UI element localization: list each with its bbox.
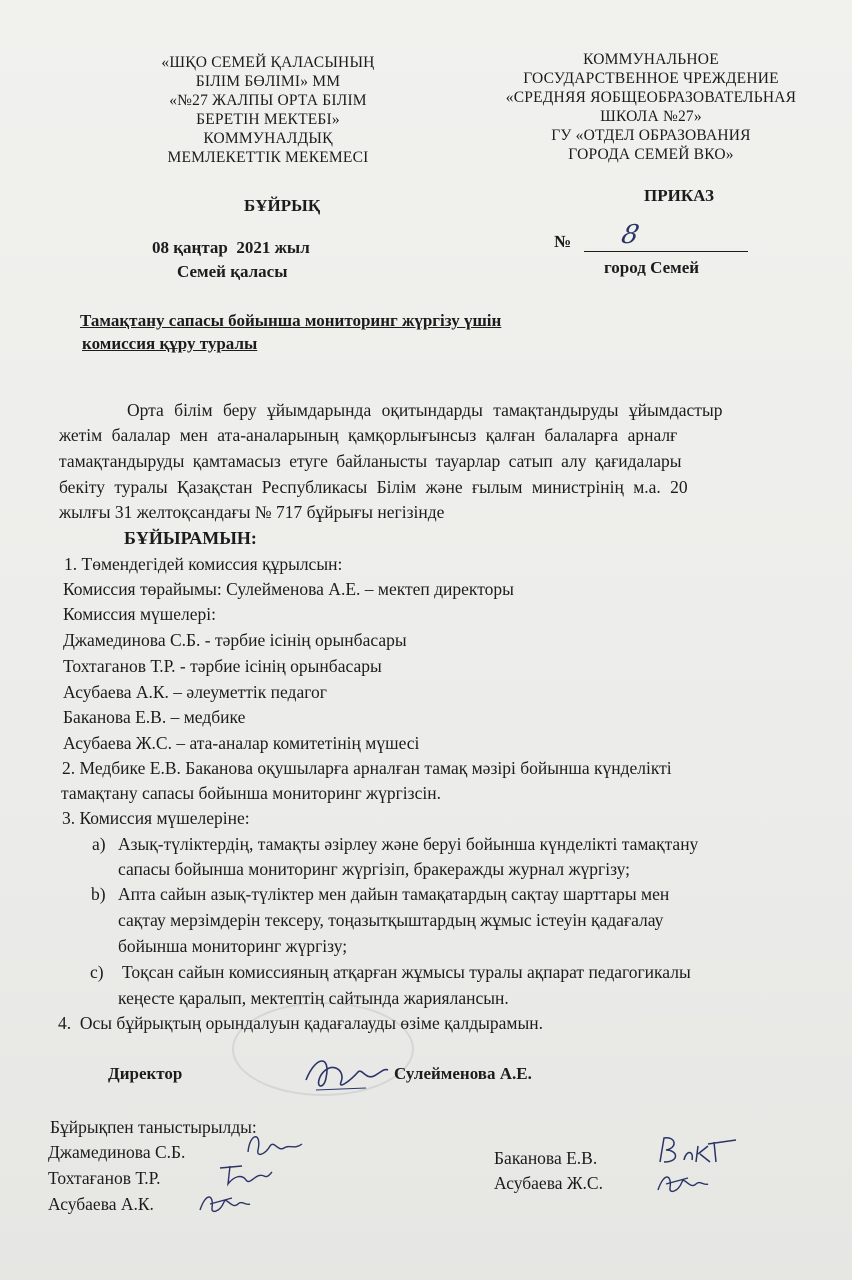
header-right-line: ГОСУДАРСТВЕННОЕ ЧРЕЖДЕНИЕ bbox=[523, 70, 779, 87]
header-right-line: «СРЕДНЯЯ ЯОБЩЕОБРАЗОВАТЕЛЬНАЯ bbox=[505, 89, 797, 106]
header-right-line: ГОРОДА СЕМЕЙ ВКО» bbox=[568, 146, 734, 163]
header-left-line: БЕРЕТІН МЕКТЕБІ» bbox=[196, 111, 340, 128]
signature-asubaeva-zhs bbox=[650, 1164, 710, 1200]
doc-type-ru: ПРИКАЗ bbox=[644, 186, 714, 205]
acquainted-left-name: Джамединова С.Б. bbox=[48, 1142, 186, 1162]
preamble-line: жылғы 31 желтоқсандағы № 717 бұйрығы негізінде bbox=[59, 502, 445, 522]
body-line: Комиссия төрайымы: Сулейменова А.Е. – мектеп директоры bbox=[63, 579, 514, 599]
acquainted-right-name: Баканова Е.В. bbox=[494, 1148, 598, 1168]
list-item-line: сақтау мерзімдерін тексеру, тоңазытқыштардың жұмыс істеуін қадағалау bbox=[118, 910, 664, 930]
city-ru: город Семей bbox=[604, 258, 700, 277]
header-left-line: КОММУНАЛДЫҚ bbox=[203, 130, 333, 147]
header-right-block bbox=[478, 50, 824, 164]
list-item-line: сапасы бойынша мониторинг жүргізіп, бракеражды журнал жүргізу; bbox=[118, 859, 631, 879]
acquainted-heading: Бұйрықпен таныстырылды: bbox=[50, 1117, 257, 1137]
acquainted-right-name: Асубаева Ж.С. bbox=[494, 1173, 603, 1193]
header-left-line: «ШҚО СЕМЕЙ ҚАЛАСЫНЫҢ bbox=[161, 54, 375, 71]
body-line: Асубаева Ж.С. – ата-аналар комитетінің мүшесі bbox=[63, 733, 420, 753]
preamble-line: Орта білім беру ұйымдарында оқитындарды тамақтандыруды ұйымдастыр bbox=[127, 400, 723, 420]
list-marker: b) bbox=[91, 884, 106, 904]
body-line: Тохтаганов Т.Р. - тәрбие ісінің орынбасары bbox=[63, 656, 382, 676]
city-kz: Семей қаласы bbox=[177, 262, 288, 281]
number-label: № bbox=[554, 232, 572, 251]
list-item-line: бойынша мониторинг жүргізу; bbox=[118, 936, 348, 956]
list-item-line: кеңесте қаралып, мектептің сайтында жариялансын. bbox=[118, 988, 509, 1008]
body-line: 2. Медбике Е.В. Баканова оқушыларға арналған тамақ мәзірі бойынша күнделікті bbox=[62, 758, 672, 778]
preamble-line: бекіту туралы Қазақстан Республикасы Білім және ғылым министрінің м.а. 20 bbox=[59, 477, 688, 497]
list-marker: c) bbox=[90, 962, 104, 982]
number-underline bbox=[584, 251, 748, 252]
order-word: БҰЙЫРАМЫН: bbox=[124, 528, 257, 548]
order-title-line: Тамақтану сапасы бойынша мониторинг жүргізу үшін bbox=[80, 311, 502, 330]
signature-asubaeva-ak bbox=[192, 1184, 252, 1220]
acquainted-left-name: Асубаева А.К. bbox=[48, 1194, 154, 1214]
signature-title: Директор bbox=[108, 1064, 183, 1083]
director-signature bbox=[296, 1050, 396, 1100]
body-line: 1. Төмендегідей комиссия құрылсын: bbox=[64, 554, 343, 574]
header-left-block bbox=[132, 53, 404, 167]
body-line: тамақтану сапасы бойынша мониторинг жүргізсін. bbox=[61, 783, 441, 803]
doc-type-kz: БҰЙРЫҚ bbox=[244, 196, 321, 215]
preamble-line: тамақтандыруды қамтамасыз етуге байланысты тауарлар сатып алу қағидалары bbox=[59, 451, 682, 471]
order-date: 08 қаңтар 2021 жыл bbox=[152, 238, 310, 257]
body-line: 3. Комиссия мүшелеріне: bbox=[62, 808, 250, 828]
body-line: Комиссия мүшелері: bbox=[63, 604, 217, 624]
order-title-line: комиссия құру туралы bbox=[82, 334, 258, 353]
list-item-line: Апта сайын азық-түліктер мен дайын тамақатардың сақтау шарттары мен bbox=[118, 884, 670, 904]
body-line: Джамединова С.Б. - тәрбие ісінің орынбасары bbox=[63, 630, 407, 650]
body-line: 4. Осы бұйрықтың орындалуын қадағалауды өзіме қалдырамын. bbox=[58, 1013, 544, 1033]
header-left-line: МЕМЛЕКЕТТІК МЕКЕМЕСІ bbox=[167, 149, 369, 166]
header-right-line: ШКОЛА №27» bbox=[600, 108, 702, 125]
preamble-line: жетім балалар мен ата-аналарының қамқорлығынсыз қалған балаларға арналғ bbox=[59, 425, 678, 445]
number-value: 8 bbox=[618, 220, 642, 250]
acquainted-left-name: Тохтағанов Т.Р. bbox=[48, 1168, 161, 1188]
header-left-line: «№27 ЖАЛПЫ ОРТА БІЛІМ bbox=[169, 92, 367, 109]
signature-name: Сулейменова А.Е. bbox=[394, 1064, 532, 1083]
header-right-line: КОММУНАЛЬНОЕ bbox=[583, 51, 719, 68]
header-right-line: ГУ «ОТДЕЛ ОБРАЗОВАНИЯ bbox=[551, 127, 751, 144]
list-marker: a) bbox=[92, 834, 106, 854]
list-item-line: Тоқсан сайын комиссияның атқарған жұмысы туралы ақпарат педагогикалы bbox=[122, 962, 691, 982]
body-line: Баканова Е.В. – медбике bbox=[63, 707, 246, 727]
body-line: Асубаева А.К. – әлеуметтік педагог bbox=[63, 682, 327, 702]
header-left-line: БІЛІМ БӨЛІМІ» ММ bbox=[195, 73, 341, 90]
list-item-line: Азық-түліктердің, тамақты әзірлеу және беруі бойынша күнделікті тамақтану bbox=[118, 834, 699, 854]
